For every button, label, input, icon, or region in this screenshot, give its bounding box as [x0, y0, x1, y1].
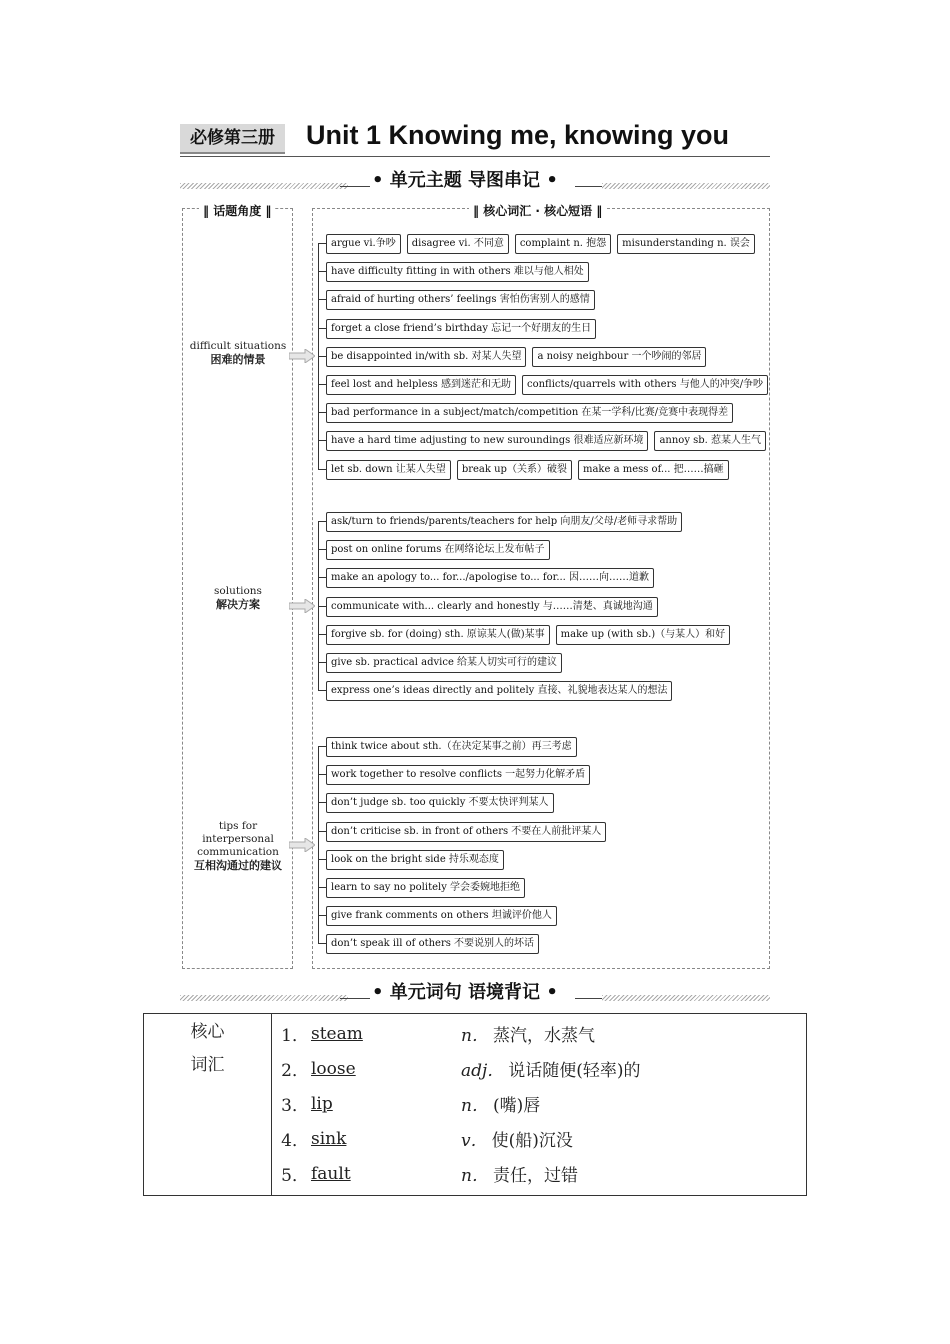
phrase-chip: learn to say no politely 学会委婉地拒绝 — [326, 878, 525, 898]
topic-category-en: solutions — [214, 585, 262, 597]
vocab-pos: v． — [461, 1131, 488, 1151]
phrase-chip: bad performance in a subject/match/competition 在某一学科/比赛/竞赛中表现得差 — [326, 403, 733, 423]
phrase-row — [318, 567, 654, 589]
topic-category-zh: 困难的情景 — [210, 353, 266, 366]
phrase-chip: don’t judge sb. too quickly 不要太快评判某人 — [326, 793, 554, 813]
phrase-row — [318, 430, 766, 452]
vocab-meaning: 蒸汽，水蒸气 — [492, 1026, 595, 1046]
arrow-icon — [289, 599, 315, 613]
phrase-chip: look on the bright side 持乐观态度 — [326, 850, 504, 870]
phrase-row — [318, 680, 672, 702]
phrase-row — [318, 233, 755, 255]
phrase-chip: misunderstanding n. 误会 — [617, 234, 755, 254]
vocab-number: 3． — [281, 1096, 309, 1116]
phrase-row — [318, 652, 562, 674]
book-tag: 必修第三册 — [180, 124, 285, 154]
phrase-row — [318, 596, 658, 618]
phrase-chip: think twice about sth.（在决定某事之前）再三考虑 — [326, 737, 577, 757]
vocab-definition — [461, 1021, 806, 1046]
phrase-row — [318, 261, 589, 283]
phrase-row — [318, 539, 550, 561]
phrase-row — [318, 318, 596, 340]
phrase-row — [318, 346, 706, 368]
phrase-chip: post on online forums 在网络论坛上发布帖子 — [326, 540, 550, 560]
phrase-chip: complaint n. 抱怨 — [515, 234, 611, 254]
vocab-number: 5． — [281, 1166, 309, 1186]
topic-angle-label: ‖ 话题角度 ‖ — [199, 202, 275, 219]
vocab-meaning: 说话随便(轻率)的 — [508, 1061, 641, 1081]
phrase-chip: argue vi.争吵 — [326, 234, 401, 254]
phrase-chip: have a hard time adjusting to new suroundings 很难适应新环境 — [326, 431, 648, 451]
phrase-chip: give frank comments on others 坦诚评价他人 — [326, 906, 557, 926]
phrase-chip: make an apology to... for.../apologise to... for... 因……向……道歉 — [326, 568, 654, 588]
section-title: • 单元主题 导图串记 • — [372, 170, 558, 191]
phrase-chip: let sb. down 让某人失望 — [326, 460, 451, 480]
phrase-chip: annoy sb. 惹某人生气 — [654, 431, 766, 451]
vocab-item — [272, 1086, 806, 1121]
phrase-chip: express one’s ideas directly and politely 直接、礼貌地表达某人的想法 — [326, 681, 672, 701]
arrow-icon — [289, 838, 315, 852]
vocab-list — [272, 1014, 807, 1196]
phrase-row — [318, 764, 590, 786]
phrase-row — [318, 792, 554, 814]
phrase-chip: disagree vi. 不同意 — [407, 234, 509, 254]
topic-category — [186, 340, 290, 366]
phrase-chip: communicate with... clearly and honestly 与……清楚、真诚地沟通 — [326, 597, 658, 617]
vocab-pos: n． — [461, 1026, 489, 1046]
phrase-chip: afraid of hurting others’ feelings 害怕伤害别人的感情 — [326, 290, 595, 310]
vocab-item — [272, 1121, 806, 1156]
topic-category-zh: 解决方案 — [216, 598, 260, 611]
core-vocab-label: ‖ 核心词汇 · 核心短语 ‖ — [469, 202, 606, 219]
phrase-chip: make up (with sb.)（与某人）和好 — [556, 625, 731, 645]
arrow-icon — [289, 349, 315, 363]
phrase-chip: forget a close friend’s birthday 忘记一个好朋友的生日 — [326, 319, 596, 339]
phrase-chip: be disappointed in/with sb. 对某人失望 — [326, 347, 526, 367]
topic-category — [186, 585, 290, 611]
phrase-chip: a noisy neighbour 一个吵闹的邻居 — [532, 347, 706, 367]
phrase-row — [318, 905, 557, 927]
phrase-row — [318, 511, 682, 533]
phrase-chip: have difficulty fitting in with others 难以与他人相处 — [326, 262, 589, 282]
topic-category-zh: 互相沟通过的建议 — [194, 859, 282, 872]
phrase-row — [318, 459, 729, 481]
vocab-pos: n． — [461, 1166, 489, 1186]
vocab-item — [272, 1051, 806, 1086]
topic-category-en: tips for interpersonal communication — [197, 820, 279, 858]
vocab-number: 4． — [281, 1131, 309, 1151]
phrase-row — [318, 849, 504, 871]
phrase-chip: feel lost and helpless 感到迷茫和无助 — [326, 375, 516, 395]
vocab-number: 1． — [281, 1026, 309, 1046]
vocab-word: fault — [311, 1163, 351, 1184]
phrase-chip: ask/turn to friends/parents/teachers for help 向朋友/父母/老师寻求帮助 — [326, 512, 682, 532]
phrase-chip: break up（关系）破裂 — [457, 460, 572, 480]
hatch-right — [602, 183, 770, 189]
vocab-meaning: 使(船)沉没 — [491, 1131, 573, 1151]
hatch-left-2 — [180, 995, 348, 1001]
phrase-row — [318, 736, 577, 758]
phrase-chip: don’t criticise sb. in front of others 不要在人前批评某人 — [326, 822, 606, 842]
vocab-table — [143, 1013, 807, 1196]
phrase-chip: give sb. practical advice 给某人切实可行的建议 — [326, 653, 562, 673]
unit-title: Unit 1 Knowing me, knowing you — [306, 120, 729, 150]
vocab-word: loose — [311, 1058, 356, 1079]
section-title-2: • 单元词句 语境背记 • — [372, 982, 558, 1003]
phrase-chip: work together to resolve conflicts 一起努力化解矛盾 — [326, 765, 590, 785]
topic-category-en: difficult situations — [189, 340, 287, 352]
title-rule — [180, 156, 770, 157]
hatch-right-2 — [602, 995, 770, 1001]
phrase-chip: make a mess of... 把……搞砸 — [578, 460, 729, 480]
vocab-pos: adj． — [461, 1061, 505, 1081]
phrase-row — [318, 289, 595, 311]
phrase-row — [318, 374, 768, 396]
vocab-definition — [461, 1161, 806, 1186]
vocab-pos: n． — [461, 1096, 489, 1116]
vocab-definition — [461, 1056, 806, 1081]
vocab-item — [272, 1156, 806, 1191]
vocab-definition — [461, 1091, 806, 1116]
phrase-chip: conflicts/quarrels with others 与他人的冲突/争吵 — [522, 375, 768, 395]
phrase-row — [318, 821, 606, 843]
vocab-header: 核心 词汇 — [144, 1014, 272, 1196]
vocab-item — [272, 1016, 806, 1051]
topic-category — [186, 820, 290, 872]
vocab-number: 2． — [281, 1061, 309, 1081]
vocab-word: lip — [311, 1093, 333, 1114]
hatch-left — [180, 183, 348, 189]
vocab-word: steam — [311, 1023, 363, 1044]
phrase-row — [318, 402, 733, 424]
vocab-meaning: 责任，过错 — [492, 1166, 578, 1186]
phrase-row — [318, 933, 539, 955]
vocab-definition — [461, 1126, 806, 1151]
vocab-word: sink — [311, 1128, 347, 1149]
phrase-chip: don’t speak ill of others 不要说别人的坏话 — [326, 934, 539, 954]
phrase-row — [318, 624, 730, 646]
vocab-meaning: (嘴)唇 — [492, 1096, 541, 1116]
phrase-chip: forgive sb. for (doing) sth. 原谅某人(做)某事 — [326, 625, 550, 645]
phrase-row — [318, 877, 525, 899]
